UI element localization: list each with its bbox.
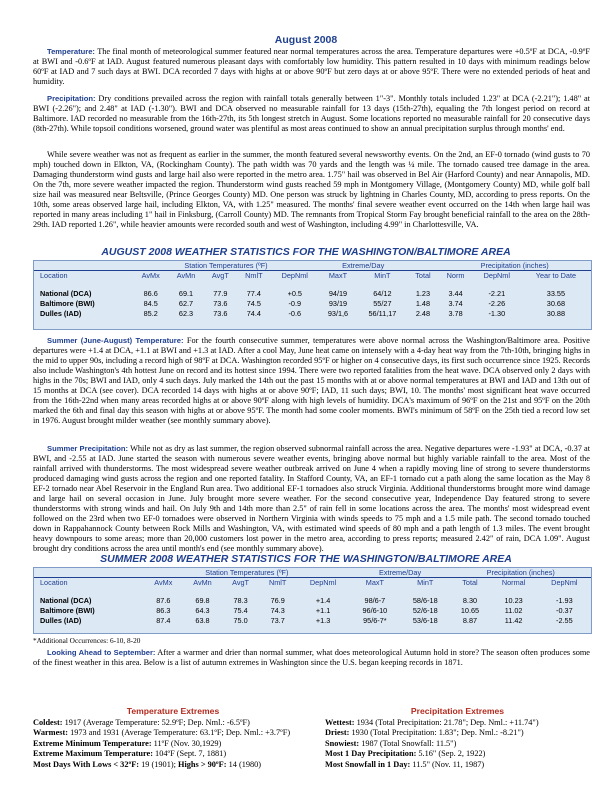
extreme-label: Most Days With Lows < 32ºF: xyxy=(33,759,140,769)
location-cell: National (DCA) xyxy=(40,288,92,298)
column-header: Total xyxy=(415,271,431,280)
table-cell: 78.3 xyxy=(233,595,248,605)
column-header: Norm xyxy=(446,271,465,280)
table-cell: 33.55 xyxy=(546,288,566,298)
column-header: AvgT xyxy=(211,271,229,280)
table-cell: 62.7 xyxy=(178,298,194,308)
extreme-label: Coldest: xyxy=(33,717,63,727)
table-cell: 69.8 xyxy=(195,595,210,605)
extreme-value: 1973 and 1931 (Average Temperature: 63.1ºF; Dep. Nml.: +3.7ºF) xyxy=(68,728,291,737)
table-row xyxy=(34,605,591,615)
aug-temperature-text: The final month of meteorological summer featured near normal temperatures across the area. Temperature departures were +0.5ºF at DCA, -0.9ºF at BWI and -0.6ºF at IAD. August featured numerous pleasant days with comfortably low humidity. This pattern resulted in 10 days with minimum readings below 60ºF at IAD and 7 such days at BWI. DCA recorded 7 days with highs at or above 90ºF but zero days at or above 95ºF. There were no extended periods of heat and humidity. xyxy=(33,47,590,86)
extreme-label: Warmest: xyxy=(33,728,69,737)
list-item xyxy=(33,749,313,760)
extreme-value: 1987 (Total Snowfall: 11.5") xyxy=(359,738,457,748)
table-cell: -2.21 xyxy=(488,288,506,298)
extreme-value: 1934 (Total Precipitation: 21.78"; Dep. Nml.: +11.74") xyxy=(354,717,539,727)
list-item xyxy=(325,760,590,771)
precipitation-extremes xyxy=(325,706,590,770)
table-cell: 73.6 xyxy=(213,298,228,308)
location-cell: Dulles (IAD) xyxy=(40,308,82,318)
table-cell: 73.6 xyxy=(213,308,228,318)
table-cell: -2.55 xyxy=(556,615,573,625)
aug-precip-lead: Precipitation: xyxy=(47,94,96,103)
table-cell: 56/11,17 xyxy=(368,308,397,318)
extreme-value: 11.5" (Nov. 11, 1987) xyxy=(410,759,485,769)
table-cell: -2.26 xyxy=(488,298,506,308)
summer-extreme-group-header: Extreme/Day xyxy=(350,568,451,578)
table-cell: 85.2 xyxy=(143,308,158,318)
table-cell: 75.4 xyxy=(233,605,248,615)
table-cell: 10.65 xyxy=(460,605,480,615)
column-header: MinT xyxy=(417,578,434,587)
table-cell: 1.23 xyxy=(415,288,431,298)
table-cell: 98/6-7 xyxy=(364,595,386,605)
table-cell: -0.6 xyxy=(288,308,302,318)
table-cell: 87.4 xyxy=(156,615,171,625)
summer-temperature-paragraph xyxy=(33,336,590,426)
table-cell: 64/12 xyxy=(373,288,392,298)
table-cell: 95/6-7* xyxy=(363,615,387,625)
table-cell: 73.7 xyxy=(270,615,285,625)
aug-temperature-lead: Temperature: xyxy=(47,47,95,56)
table-cell: 94/19 xyxy=(328,288,348,298)
column-header: NmlT xyxy=(245,271,263,280)
list-item xyxy=(33,760,313,771)
table-cell: 64.3 xyxy=(195,605,210,615)
aug-precip-text: Dry conditions prevailed across the region with rainfall totals generally between 1"-3". Monthly totals included 1.23" at DCA (-2.21"); 1.48" at BWI (-2.26"); and 2.48" at IAD (-1.30"). BWI and DCA observed no measurable rainfall for 13 days (15th-27th), equaling the 7th longest period on record at Baltimore. IAD recorded no measurable from the 16th-27th, its 5th longest stretch in August. Some locations reported no measurable rainfall for 20 consecutive days (8th-27th). While topsoil conditions worsened, ground water was plentiful as most areas continued to show an annual precipitation surplus through months' end. xyxy=(33,94,590,133)
aug-precip-group-header: Precipitation (inches) xyxy=(438,261,591,271)
extreme-value: 11ºF (Nov. 30,1929) xyxy=(151,738,222,748)
table-cell: -0.37 xyxy=(556,605,573,615)
table-cell: 69.1 xyxy=(178,288,194,298)
table-cell: 11.02 xyxy=(504,605,523,615)
table-cell: 93/1,6 xyxy=(327,308,349,318)
table-cell: 77.4 xyxy=(246,288,261,298)
table-cell: 77.9 xyxy=(213,288,228,298)
table-row xyxy=(34,595,591,605)
column-header: Location xyxy=(40,578,68,587)
list-item xyxy=(325,749,590,760)
temperature-extremes-heading: Temperature Extremes xyxy=(126,706,220,716)
column-header: Year to Date xyxy=(535,271,577,280)
table-cell: 87.6 xyxy=(156,595,171,605)
aug-temperature-paragraph xyxy=(33,47,590,87)
column-header: DepNml xyxy=(551,578,578,587)
list-item xyxy=(325,718,590,729)
table-row xyxy=(34,308,591,318)
table-cell: 74.3 xyxy=(270,605,285,615)
extreme-value: 14 (1980) xyxy=(226,759,262,769)
table-cell: +1.4 xyxy=(315,595,331,605)
aug-temp-group-header: Station Temperatures (ºF) xyxy=(133,261,319,271)
precipitation-extremes-heading: Precipitation Extremes xyxy=(410,706,505,716)
table-cell: 3.44 xyxy=(448,288,463,298)
temperature-extremes xyxy=(33,706,313,770)
table-cell: +0.5 xyxy=(287,288,302,298)
table-footnote: *Additional Occurrences: 6-10, 8-20 xyxy=(33,636,141,645)
extreme-value: 1917 (Average Temperature: 52.9ºF; Dep. Nml.: -6.5ºF) xyxy=(62,717,250,727)
looking-ahead-text: After a warmer and drier than normal summer, what does meteorological Autumn hold in store? The season often produces some of the finest weather in this area. Below is a list of autumn extremes in Washington since the U.S. began keeping records in 1871. xyxy=(33,648,590,667)
table-cell: 30.68 xyxy=(546,298,566,308)
table-cell: 11.42 xyxy=(504,615,523,625)
table-row xyxy=(34,615,591,625)
table-cell: 8.87 xyxy=(462,615,478,625)
extreme-label: Highs > 90ºF: xyxy=(178,759,227,769)
table-cell: 76.9 xyxy=(270,595,285,605)
summer-temp-group-header: Station Temperatures (ºF) xyxy=(144,568,350,578)
table-cell: -0.9 xyxy=(288,298,302,308)
column-header: Location xyxy=(40,271,68,280)
list-item xyxy=(325,728,590,739)
column-header: Normal xyxy=(501,578,526,587)
column-header: MinT xyxy=(374,271,391,280)
aug-precip-paragraph xyxy=(33,94,590,134)
table-cell: -1.30 xyxy=(488,308,506,318)
table-cell: 55/27 xyxy=(373,298,392,308)
location-cell: Dulles (IAD) xyxy=(40,615,82,625)
table-cell: 53/6-18 xyxy=(412,615,438,625)
looking-ahead-lead: Looking Ahead to September: xyxy=(47,648,156,657)
table-cell: 63.8 xyxy=(195,615,210,625)
looking-ahead-paragraph xyxy=(33,648,590,668)
location-cell: National (DCA) xyxy=(40,595,92,605)
list-item xyxy=(33,718,313,729)
column-header: NmlT xyxy=(268,578,287,587)
table-cell: 86.6 xyxy=(143,288,158,298)
list-item xyxy=(33,739,313,750)
table-cell: 75.0 xyxy=(233,615,248,625)
page-title: August 2008 xyxy=(274,34,338,46)
extreme-value: 104ºF (Sept. 7, 1881) xyxy=(152,749,227,758)
column-header: AvgT xyxy=(232,578,249,587)
extreme-label: Extreme Minimum Temperature: xyxy=(33,738,152,748)
table-cell: 74.5 xyxy=(246,298,261,308)
table-cell: 8.30 xyxy=(462,595,478,605)
extreme-label: Wettest: xyxy=(325,717,355,727)
summer-stats-table xyxy=(33,567,592,634)
table-cell: 93/19 xyxy=(328,298,348,308)
summer-table-title: SUMMER 2008 WEATHER STATISTICS FOR THE WASHINGTON/BALTIMORE AREA xyxy=(100,553,512,565)
table-cell: 3.74 xyxy=(448,298,463,308)
aug-table-title: AUGUST 2008 WEATHER STATISTICS FOR THE WASHINGTON/BALTIMORE AREA xyxy=(101,246,511,258)
extreme-value: 19 (1901); xyxy=(139,759,178,769)
summer-temperature-lead: Summer (June-August) Temperature: xyxy=(47,336,184,345)
table-cell: 62.3 xyxy=(178,308,194,318)
aug-stats-table xyxy=(33,260,592,330)
table-cell: 10.23 xyxy=(504,595,523,605)
column-header: DepNml xyxy=(309,578,337,587)
table-cell: 3.78 xyxy=(448,308,463,318)
column-header: DepNml xyxy=(483,271,510,280)
aug-severe-paragraph xyxy=(33,150,590,230)
table-cell: 96/6-10 xyxy=(362,605,388,615)
aug-extreme-group-header: Extreme/Day xyxy=(319,261,408,271)
summer-precip-text: While not as dry as last summer, the region observed subnormal rainfall across the area. Negative departures were -1.93" at DCA, -0.37 at BWI, and -2.55 at IAD. June started the season with numerous severe weather events, bringing above normal but highly variable rainfall to the area. Most of the rainfall arrived with thunderstorms. The most widespread severe weather outbreak arrived on June 4 when a rapidly moving line of strong to severe thunderstorms produced damaging wind gusts across the region and one reported fatality. In Stafford County, VA, an EF-1 tornado cut a path along the same location as the May 8 EF-2 tornado near Abel Reservoir in the England Run area. Two additional EF-1 tornadoes also struck Virginia. Additional thunderstorms brought more wind damage and large hail on several occasion in June. July brought more severe weather. For the second consecutive year, Independence Day featured strong to severe thunderstorms with strong winds and hail. On July 9th and 14th more than 2.5" of rain fell in some locations across the area. The months' most widespread event followed on the 23rd when two EF-0 tornadoes were observed in Northern Virginia with winds speeds to 75 mph and a 1.5 mile path. The second tornado touched down in Rappahannock County between Rock Mills and Washington, VA, with estimated wind speeds of 80 mph and a path length of 1.3 miles. The event brought heavy downpours to some areas; more than 20,000 customers lost power in the metro area, according to press reports; measured 2.42" of rain, DCA 1.09". August brought dry conditions across the area until month's end (see monthly summary above). xyxy=(33,444,590,553)
column-header: Total xyxy=(462,578,478,587)
table-cell: 74.4 xyxy=(246,308,261,318)
table-cell: 86.3 xyxy=(156,605,171,615)
column-header: DepNml xyxy=(281,271,308,280)
table-cell: 52/6-18 xyxy=(412,605,438,615)
table-cell: +1.1 xyxy=(315,605,331,615)
table-row xyxy=(34,288,591,298)
summer-precip-paragraph xyxy=(33,444,590,554)
extreme-label: Snowiest: xyxy=(325,738,360,748)
column-header: AvMx xyxy=(141,271,160,280)
extreme-label: Driest: xyxy=(325,728,350,737)
column-header: AvMn xyxy=(193,578,212,587)
extreme-label: Most 1 Day Precipitation: xyxy=(325,749,417,758)
summer-precip-lead: Summer Precipitation: xyxy=(47,444,129,453)
column-header: MaxT xyxy=(365,578,384,587)
extreme-value: 1930 (Total Precipitation: 1.83"; Dep. Nml.: -8.21") xyxy=(349,728,524,737)
column-header: AvMn xyxy=(176,271,196,280)
column-header: AvMx xyxy=(154,578,173,587)
summer-precip-group-header: Precipitation (inches) xyxy=(450,568,591,578)
location-cell: Baltimore (BWI) xyxy=(40,298,95,308)
table-cell: +1.3 xyxy=(315,615,331,625)
table-cell: 30.88 xyxy=(546,308,566,318)
table-cell: 1.48 xyxy=(415,298,431,308)
list-item xyxy=(33,728,313,739)
list-item xyxy=(325,739,590,750)
table-cell: 2.48 xyxy=(415,308,431,318)
extreme-value: 5.16" (Sep. 2, 1922) xyxy=(416,749,486,758)
table-cell: 58/6-18 xyxy=(412,595,438,605)
column-header: MaxT xyxy=(328,271,348,280)
table-cell: 84.5 xyxy=(143,298,158,308)
aug-severe-text: While severe weather was not as frequent as earlier in the summer, the month featured several newsworthy events. On the 2nd, an EF-0 tornado (wind gusts to 70 mph) touched down in Elkton, VA, (Rockingham County). The path width was 70 yards and the length was ¼ mile. The tornado caused tree damage in the area. Damaging thunderstorm wind gusts and large hail also were reported in the metro area. 1.75" hail was observed in Bel Air (Harford County) and near Annapolis, MD. On the 7th, more severe weather impacted the region. Thunderstorm wind gusts reached 59 mph in Montgomery Village, (Montgomery County) MD, while golf ball size hail was measured near Beltsville, (Prince Georges County) MD. One person was struck by lightning in Charles County, MD, according to press reports. On the 10th, some areas observed large hail, including Elkton, VA, with 1.25" measured. The months' final severe weather event occurred on the 14th when large hail was reported in many areas including 1" hail in Finksburg, (Carroll County) MD. The remnants from Tropical Storm Fay brought beneficial rainfall to the area on the 28th-29th. IAD reported 1.26", while heavier amounts were recorded south and west of Washington, including 4.99" in Charlottesville, VA. xyxy=(33,150,590,229)
table-row xyxy=(34,298,591,308)
table-cell: -1.93 xyxy=(556,595,573,605)
location-cell: Baltimore (BWI) xyxy=(40,605,95,615)
extreme-label: Extreme Maximum Temperature: xyxy=(33,749,153,758)
extreme-label: Most Snowfall in 1 Day: xyxy=(325,759,411,769)
summer-temperature-text: For the fourth consecutive summer, temperatures were above normal across the Washington/Baltimore area. Positive departures were +1.4 at DCA, +1.1 at BWI and +1.3 at IAD. After a cool May, June heat came on intensely with a 4-day heat way from the 7th-10th, bringing highs in the mid to upper 90s, including a record high of 98ºF at DCA. Washington recorded 95ºF or higher on 4 consecutive days, its first such occurrence since 1925. Records also include Washington's 4th hottest June on record and its hottest since 1994. There were two reported fatalities from the heat wave. DCA observed only 2 days with highs in the 70s; BWI and IAD, only 4 such days. July marked the 14th out the past 15 months with at or above normal temperatures at BWI and IAD and 13th out of 15 months at DCA (see cover). DCA recorded 14 days with highs at or above 90ºF; IAD, 11 such days; BWI, 10. The months' most significant heat wave occurred from the 16th-22nd when many areas recorded highs at or above 90ºF along with high levels of humidity. DCA's maximum of 96ºF on the 21st and 95ºF on the 20th marked the 6th and final day this season with highs at or above 95ºF. The month had some cooler moments. BWI's minimum of 58ºF on the 25th tied a record low set in 1976. August brought milder weather (see monthly summary above). xyxy=(33,336,590,425)
